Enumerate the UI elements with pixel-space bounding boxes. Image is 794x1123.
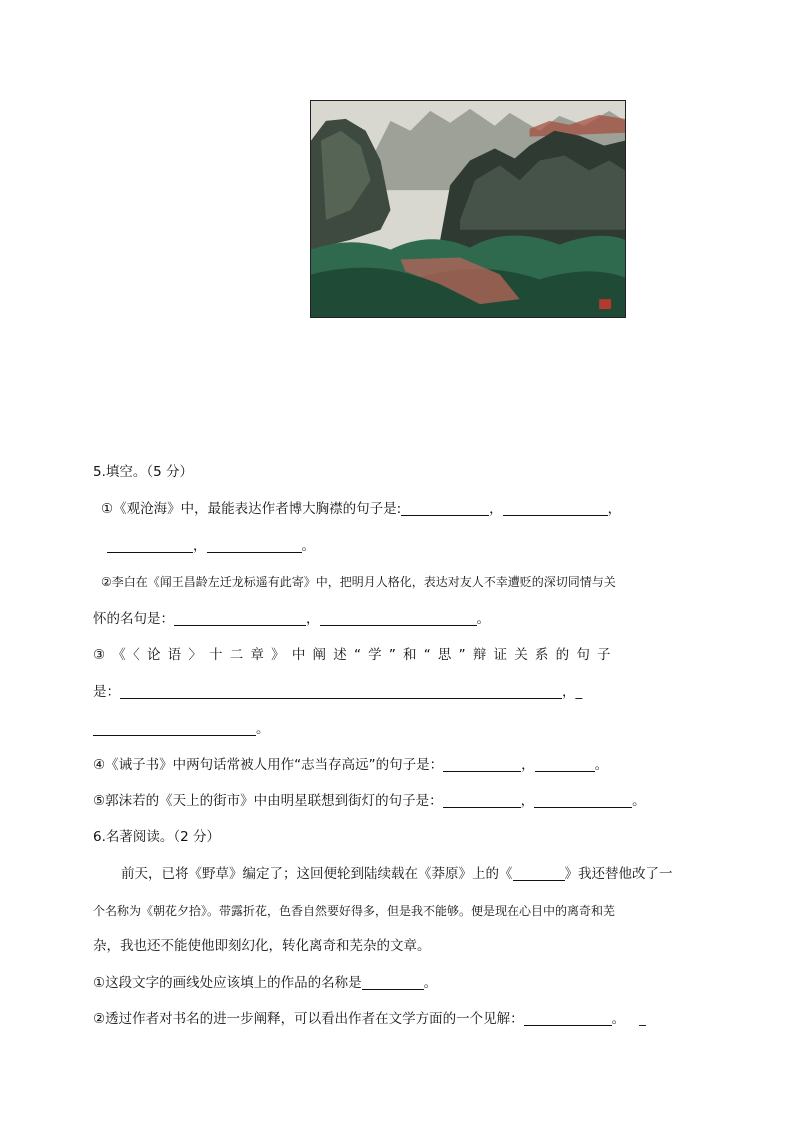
blank-1c[interactable]: [107, 538, 193, 553]
blank-1b[interactable]: [503, 501, 608, 516]
q5-heading: 5.填空。（5 分）: [93, 464, 194, 480]
period: 。: [423, 975, 438, 991]
q5-item3-line1: ③《〈论语〉十二章》中阐述“学”和“思”辩证关系的句子: [93, 647, 618, 663]
q5-item2-line1: ②李白在《闻王昌龄左迁龙标遥有此寄》中，把明月人格化，表达对友人不幸遭贬的深切同情与关: [101, 575, 616, 589]
comma: ，: [520, 793, 535, 809]
blank-2a[interactable]: [174, 611, 306, 626]
q5-item5-text: ⑤郭沫若的《天上的街市》中由明星联想到街灯的句子是：: [93, 793, 443, 809]
q6-sub1-text: ①这段文字的画线处应该填上的作品的名称是: [93, 975, 362, 991]
q5-item3-text: 是：: [93, 684, 120, 700]
q5-item1-text: ①《观沧海》中，最能表达作者博大胸襟的句子是:: [101, 501, 402, 517]
blank-1d[interactable]: [207, 538, 302, 553]
blank-6c[interactable]: [524, 1011, 612, 1026]
blank-4a[interactable]: [443, 757, 521, 772]
blank-3b[interactable]: [93, 721, 256, 736]
comma: ，: [521, 757, 535, 773]
q5-item3-line2: [93, 683, 582, 701]
comma: ，: [193, 538, 207, 554]
period: 。: [594, 757, 609, 773]
blank-5a[interactable]: [443, 793, 521, 808]
q6-para-text-a: 前天，已将《野草》编定了；这回便轮到陆续载在《莽原》上的《: [121, 866, 513, 882]
blank-4b[interactable]: [535, 757, 595, 772]
q5-item5: [93, 792, 646, 810]
blank-2b[interactable]: [320, 611, 477, 626]
q6-para-line2: 个名称为《朝花夕拾》。带露折花，色香自然要好得多，但是我不能够。便是现在心目中的离奇和芜: [93, 904, 616, 918]
blank-5b[interactable]: [534, 793, 632, 808]
q6-sub2-text: ②透过作者对书名的进一步阐释，可以看出作者在文学方面的一个见解：: [93, 1011, 524, 1027]
q6-sub2: [93, 1010, 646, 1028]
blank-3a[interactable]: [120, 684, 562, 699]
q5-item2-text: 怀的名句是：: [93, 611, 174, 627]
q6-sub1: [93, 974, 437, 992]
q5-item4-text: ④《诫子书》中两句话常被人用作“志当存高远”的句子是：: [93, 757, 444, 773]
period: 。: [632, 793, 646, 809]
blank-6b[interactable]: [362, 975, 424, 990]
landscape-painting-illustration: [311, 101, 625, 317]
q6-para-line3: 杂，我也还不能使他即刻幻化，转化离奇和芜杂的文章。: [93, 938, 431, 954]
q5-item3-line3: [93, 720, 270, 738]
blank-6a[interactable]: [513, 866, 565, 881]
period: 。: [476, 611, 490, 627]
comma: ，: [306, 611, 320, 627]
q6-sub2-tail: _: [639, 1011, 646, 1027]
q6-heading: 6.名著阅读。（2 分）: [93, 829, 221, 845]
period: 。: [611, 1011, 626, 1027]
landscape-painting-image: [310, 100, 626, 318]
blank-1a[interactable]: [401, 501, 489, 516]
q5-item2-line2: [93, 610, 490, 628]
period: 。: [301, 538, 315, 554]
q5-item4: [93, 756, 608, 774]
period: 。: [256, 721, 270, 737]
comma: ，: [489, 501, 503, 517]
q6-para-line1: [121, 865, 673, 883]
q5-item1-cont: [107, 537, 315, 555]
q5-item1: [101, 500, 621, 518]
q5-item3-tail: ，_: [562, 684, 583, 700]
q6-para-text-b: 》我还替他改了一: [564, 866, 673, 882]
comma: ，: [607, 501, 622, 517]
